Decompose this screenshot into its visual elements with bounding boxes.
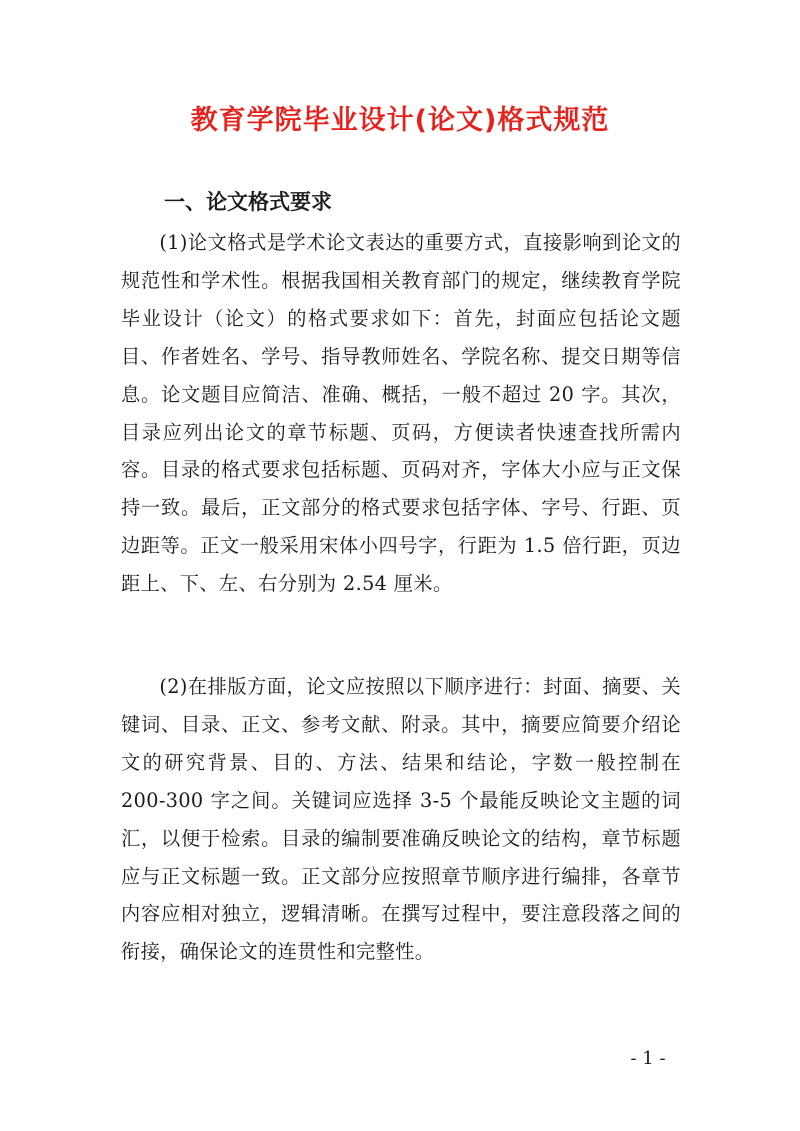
- paragraph-1: (1)论文格式是学术论文表达的重要方式，直接影响到论文的规范性和学术性。根据我国相关教育部门的规定，继续教育学院毕业设计（论文）的格式要求如下：首先，封面应包括论文题目、作者姓名、学号、指导教师姓名、学院名称、提交日期等信息。论文题目应简洁、准确、概括，一般不超过 20 字。其次，目录应列出论文的章节标题、页码，方便读者快速查找所需内容。目录的格式要求包括标题、页码对齐，字体大小应与正文保持一致。最后，正文部分的格式要求包括字体、字号、行距、页边距等。正文一般采用宋体小四号字，行距为 1.5 倍行距，页边距上、下、左、右分别为 2.54 厘米。: [121, 231, 681, 596]
- page-number: - 1 -: [630, 1048, 666, 1069]
- document-title: 教育学院毕业设计(论文)格式规范: [190, 105, 610, 136]
- section-heading: 一、论文格式要求: [164, 190, 332, 214]
- paragraph-2: (2)在排版方面，论文应按照以下顺序进行：封面、摘要、关键词、目录、正文、参考文献、附录。其中，摘要应简要介绍论文的研究背景、目的、方法、结果和结论，字数一般控制在 200-300 字之间。关键词应选择 3-5 个最能反映论文主题的词汇，以便于检索。目录的编制要准确反映论文的结构，章节标题应与正文标题一致。正文部分应按照章节顺序进行编排，各章节内容应相对独立，逻辑清晰。在撰写过程中，要注意段落之间的衔接，确保论文的连贯性和完整性。: [121, 675, 681, 964]
